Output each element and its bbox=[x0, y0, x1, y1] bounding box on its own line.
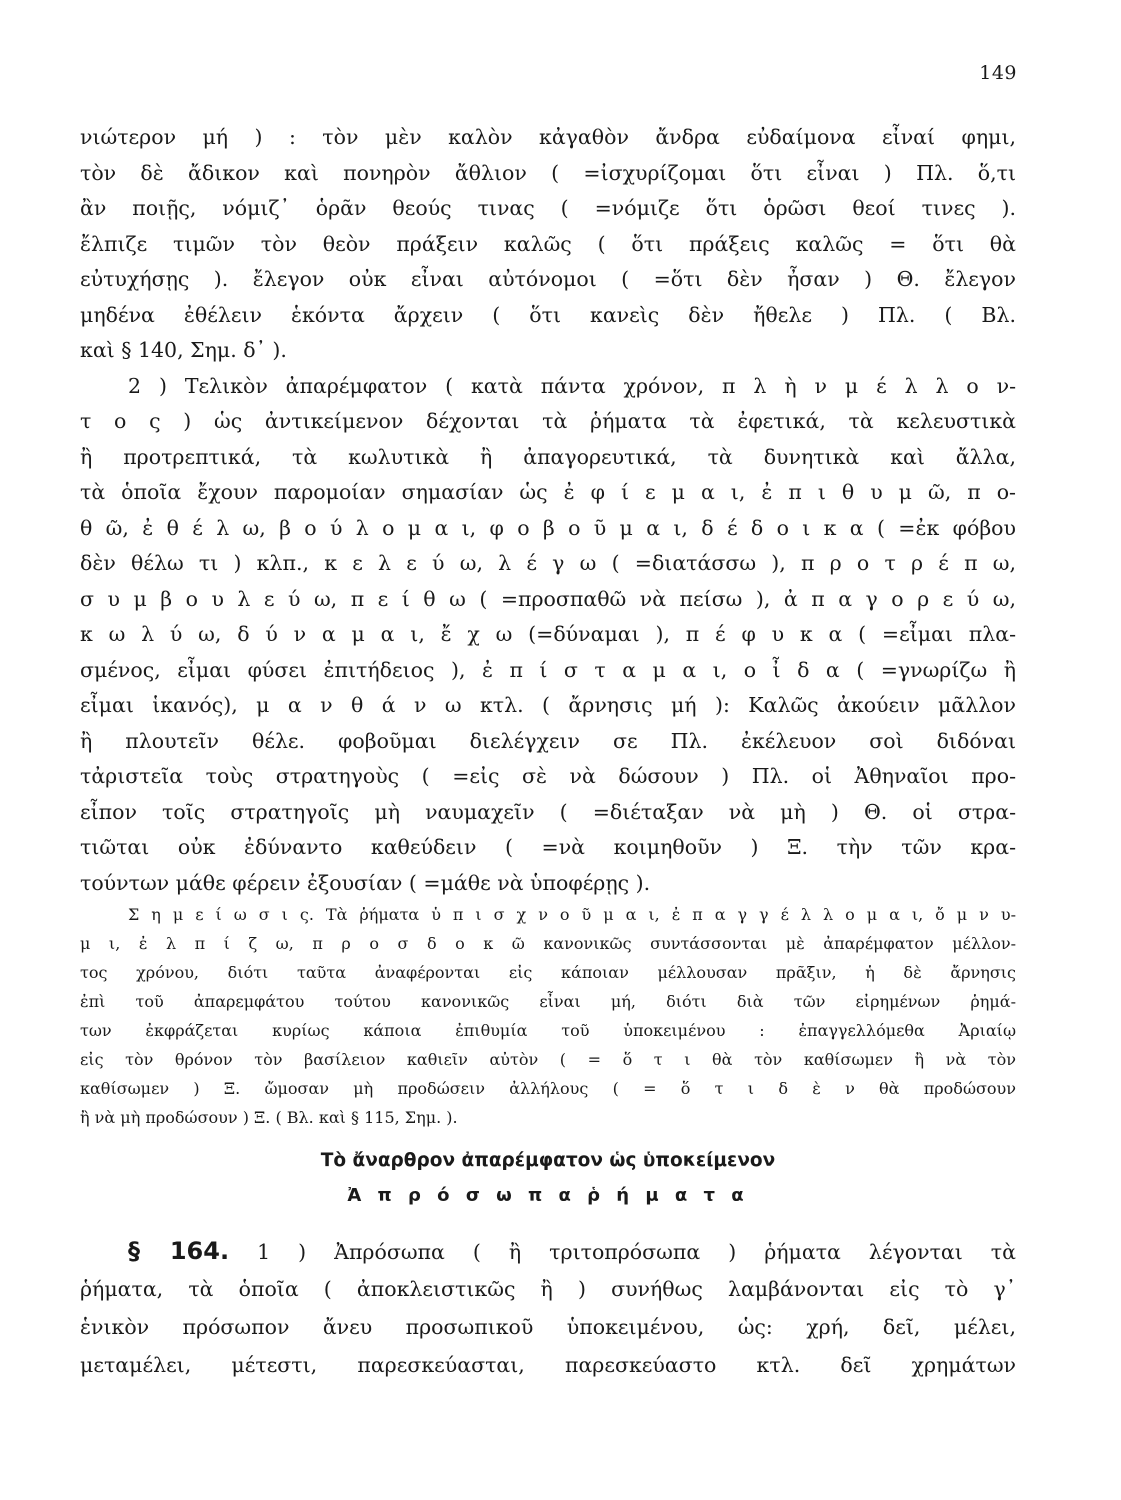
note-line: ἐπὶ τοῦ ἀπαρεμφάτου τούτου κανονικῶς εἶναι μή, διότι διὰ τῶν εἰρημένων ῥημά- bbox=[80, 992, 1016, 1011]
text-line: τούντων μάθε φέρειν ἐξουσίαν ( =μάθε νὰ ὑποφέρῃς ). bbox=[80, 870, 651, 895]
text-line: τ ο ς ) ὡς ἀντικείμενον δέχονται τὰ ῥήματα τὰ ἐφετικά, τὰ κελευστικὰ bbox=[80, 409, 1016, 433]
text-line: τἀριστεῖα τοὺς στρατηγοὺς ( =εἰς σὲ νὰ δώσουν ) Πλ. οἱ Ἀθηναῖοι προ- bbox=[80, 764, 1016, 788]
note-block bbox=[80, 900, 1016, 1132]
note-line: Σ η μ ε ί ω σ ι ς. Τὰ ῥήματα ὑ π ι σ χ ν ο ῦ μ α ι, ἐ π α γ γ έ λ λ ο μ α ι, ὄ μ ν υ- bbox=[128, 905, 1016, 924]
text-line: δὲν θέλω τι ) κλπ., κ ε λ ε ύ ω, λ έ γ ω ( =διατάσσω ), π ρ ο τ ρ έ π ω, bbox=[80, 551, 1016, 575]
text-line: καὶ § 140, Σημ. δ᾽ ). bbox=[80, 338, 287, 362]
text-line: ἢ πλουτεῖν θέλε. φοβοῦμαι διελέγχειν σε Πλ. ἐκέλευον σοὶ διδόναι bbox=[80, 728, 1016, 753]
note-line: καθίσωμεν ) Ξ. ὤμοσαν μὴ προδώσειν ἀλλήλους ( = ὅ τ ι δ ὲ ν θὰ προδώσουν bbox=[80, 1079, 1016, 1098]
text-line: εἶμαι ἱκανός), μ α ν θ ά ν ω κτλ. ( ἄρνησις μή ): Καλῶς ἀκούειν μᾶλλον bbox=[80, 693, 1016, 717]
text-line: ἑνικὸν πρόσωπον ἄνευ προσωπικοῦ ὑποκειμένου, ὡς: χρή, δεῖ, μέλει, bbox=[80, 1315, 1016, 1339]
section-164 bbox=[80, 1232, 1016, 1384]
section-number: § 164. bbox=[128, 1237, 230, 1265]
section-first-line bbox=[80, 1232, 1016, 1270]
text-line: εἶπον τοῖς στρατηγοῖς μὴ ναυμαχεῖν ( =διέταξαν νὰ μὴ ) Θ. οἱ στρα- bbox=[80, 799, 1016, 824]
note-line: εἰς τὸν θρόνον τὸν βασίλειον καθιεῖν αὐτὸν ( = ὅ τ ι θὰ τὸν καθίσωμεν ἢ νὰ τὸν bbox=[80, 1050, 1016, 1069]
text-line: σ υ μ β ο υ λ ε ύ ω, π ε ί θ ω ( =προσπαθῶ νὰ πείσω ), ἀ π α γ ο ρ ε ύ ω, bbox=[80, 586, 1016, 611]
text-line: εὐτυχήσῃς ). ἔλεγον οὐκ εἶναι αὐτόνομοι ( =ὅτι δὲν ἦσαν ) Θ. ἔλεγον bbox=[80, 267, 1016, 291]
note-line: τος χρόνου, διότι ταῦτα ἀναφέρονται εἰς κάποιαν μέλλουσαν πρᾶξιν, ἡ δὲ ἄρνησις bbox=[80, 963, 1016, 982]
text-line: τὸν δὲ ἄδικον καὶ πονηρὸν ἄθλιον ( =ἰσχυρίζομαι ὅτι εἶναι ) Πλ. ὅ,τι bbox=[80, 160, 1016, 185]
text-line: ἔλπιζε τιμῶν τὸν θεὸν πράξειν καλῶς ( ὅτι πράξεις καλῶς = ὅτι θὰ bbox=[80, 231, 1016, 256]
text-line: θ ῶ, ἐ θ έ λ ω, β ο ύ λ ο μ α ι, φ ο β ο ῦ μ α ι, δ έ δ ο ι κ α ( =ἐκ φόβου bbox=[80, 515, 1016, 540]
text-line: τὰ ὁποῖα ἔχουν παρομοίαν σημασίαν ὡς ἐ φ ί ε μ α ι, ἐ π ι θ υ μ ῶ, π ο- bbox=[80, 480, 1016, 504]
text-line: μηδένα ἐθέλειν ἑκόντα ἄρχειν ( ὅτι κανεὶς δὲν ἤθελε ) Πλ. ( Βλ. bbox=[80, 302, 1016, 327]
page-number: 149 bbox=[979, 62, 1017, 84]
text-line: κ ω λ ύ ω, δ ύ ν α μ α ι, ἔ χ ω (=δύναμαι ), π έ φ υ κ α ( =εἶμαι πλα- bbox=[80, 622, 1016, 646]
text-line: μεταμέλει, μέτεστι, παρεσκεύασται, παρεσκεύαστο κτλ. δεῖ χρημάτων bbox=[80, 1353, 1016, 1377]
text-line: ἢ προτρεπτικά, τὰ κωλυτικὰ ἢ ἀπαγορευτικά, τὰ δυνητικὰ καὶ ἄλλα, bbox=[80, 444, 1016, 469]
text-line: 2 ) Τελικὸν ἀπαρέμφατον ( κατὰ πάντα χρόνον, π λ ὴ ν μ έ λ λ ο ν- bbox=[128, 373, 1016, 398]
main-text bbox=[80, 120, 1016, 901]
note-line: ἢ νὰ μὴ προδώσουν ) Ξ. ( Βλ. καὶ § 115, Σημ. ). bbox=[80, 1108, 458, 1127]
note-line: των ἐκφράζεται κυρίως κάποια ἐπιθυμία τοῦ ὑποκειμένου : ἐπαγγελλόμεθα Ἀριαίῳ bbox=[80, 1021, 1016, 1040]
text-line: τιῶται οὐκ ἐδύναντο καθεύδειν ( =νὰ κοιμηθοῦν ) Ξ. τὴν τῶν κρα- bbox=[80, 835, 1016, 859]
text-line: νιώτερον μή ) : τὸν μὲν καλὸν κἀγαθὸν ἄνδρα εὐδαίμονα εἶναί φημι, bbox=[80, 125, 1016, 149]
note-line: μ ι, ἐ λ π ί ζ ω, π ρ ο σ δ ο κ ῶ κανονικῶς συντάσσονται μὲ ἀπαρέμφατον μέλλον- bbox=[80, 934, 1016, 953]
text-line: σμένος, εἶμαι φύσει ἐπιτήδειος ), ἐ π ί σ τ α μ α ι, ο ἶ δ α ( =γνωρίζω ἢ bbox=[80, 657, 1016, 682]
text-line: 1 ) Ἀπρόσωπα ( ἢ τριτοπρόσωπα ) ῥήματα λέγονται τὰ bbox=[257, 1240, 1016, 1264]
section-heading: Τὸ ἄναρθρον ἀπαρέμφατον ὡς ὑποκείμενον bbox=[320, 1150, 776, 1171]
text-line: ῥήματα, τὰ ὁποῖα ( ἀποκλειστικῶς ἢ ) συνήθως λαμβάνονται εἰς τὸ γ᾽ bbox=[80, 1277, 1016, 1301]
section-subheading: Ἀ π ρ ό σ ω π α ῥ ή μ α τ α bbox=[347, 1185, 749, 1206]
text-line: ἂν ποιῇς, νόμιζ᾽ ὁρᾶν θεούς τινας ( =νόμιζε ὅτι ὁρῶσι θεοί τινες ). bbox=[80, 196, 1016, 220]
